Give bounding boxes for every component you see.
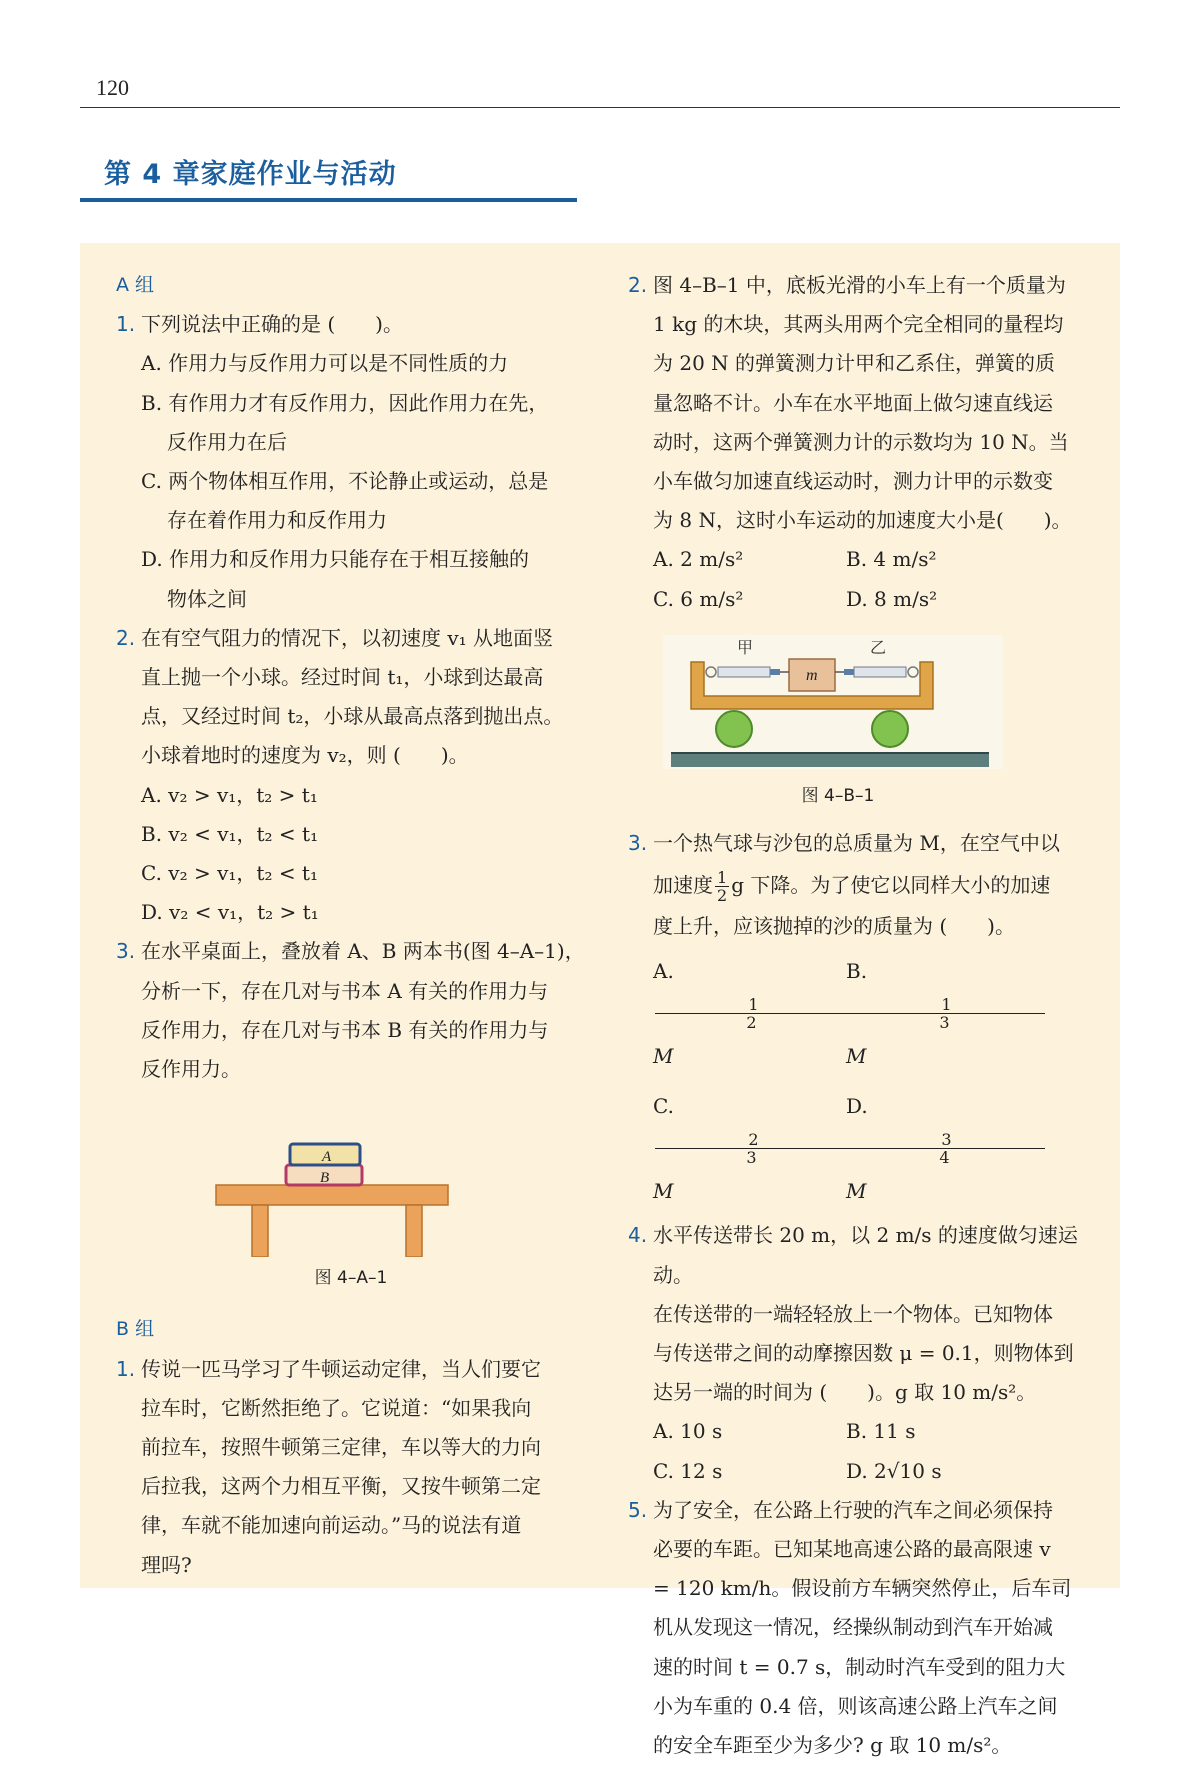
question-b1: [116, 1350, 586, 1585]
options-row: [628, 580, 1098, 619]
question-line: 小球着地时的速度为 v₂，则 ( )。: [141, 743, 469, 768]
fraction: [848, 996, 1041, 1031]
option-c: C. 12 s: [653, 1458, 723, 1483]
question-line: 小为车重的 0.4 倍，则该高速公路上汽车之间: [653, 1693, 1058, 1718]
question-text: 下列说法中正确的是 ( )。: [141, 312, 403, 337]
numerator: 1: [848, 996, 1045, 1014]
numerator: 2: [655, 1131, 852, 1149]
option-label: B.: [846, 959, 868, 984]
option-label: D.: [846, 1094, 868, 1119]
question-line: 动时，这两个弹簧测力计的示数均为 10 N。当: [653, 429, 1069, 454]
fraction: [715, 869, 729, 904]
question-line: 小车做匀加速直线运动时，测力计甲的示数变: [653, 469, 1053, 494]
variable: M: [653, 1044, 674, 1069]
spring-label-yi: 乙: [870, 637, 887, 657]
numerator: 1: [655, 996, 852, 1014]
book-a-label: A: [322, 1149, 332, 1166]
question-line: 图 4–B–1 中，底板光滑的小车上有一个质量为: [653, 273, 1066, 297]
denominator: 2: [746, 1013, 757, 1033]
question-line: 1 kg 的木块，其两头用两个完全相同的量程均: [653, 312, 1064, 337]
option-a: A. 2 m/s²: [653, 547, 744, 572]
figure-caption: 图 4–B–1: [801, 785, 875, 806]
question-a2: [116, 619, 586, 776]
option-d: D. 作用力和反作用力只能存在于相互接触的: [141, 547, 530, 572]
option-label: C.: [653, 1094, 674, 1119]
title-underline: [80, 198, 577, 202]
question-line: 为 20 N 的弹簧测力计甲和乙系住，弹簧的质: [653, 351, 1056, 376]
chapter-title: 第 4 章家庭作业与活动: [104, 159, 397, 190]
question-line: 达另一端的时间为 ( )。g 取 10 m/s²。: [653, 1380, 1037, 1405]
question-line: 理吗?: [141, 1552, 192, 1577]
question-line: 为了安全，在公路上行驶的汽车之间必须保持: [653, 1497, 1053, 1522]
text-segment: g 下降。为了使它以同样大小的加速: [731, 873, 1051, 898]
options-row: [628, 1452, 1098, 1491]
question-number: 1.: [116, 312, 136, 337]
question-b4: [628, 1216, 1098, 1412]
question-line: 反作用力。: [141, 1057, 241, 1082]
cart-spring-illustration: [628, 627, 1098, 777]
question-number: 3.: [116, 939, 136, 964]
question-line: 与传送带之间的动摩擦因数 μ = 0.1，则物体到: [653, 1341, 1074, 1366]
book-b-label: B: [320, 1170, 330, 1187]
question-line: 后拉我，这两个力相互平衡，又按牛顿第二定: [141, 1474, 541, 1499]
options-row: [628, 540, 1098, 579]
numerator: 1: [717, 868, 728, 888]
variable: M: [846, 1179, 867, 1204]
question-line: 速的时间 t = 0.7 s，制动时汽车受到的阻力大: [653, 1654, 1066, 1679]
question-line: 分析一下，存在几对与书本 A 有关的作用力与: [141, 978, 549, 1003]
figure-4-a-1: [116, 1107, 586, 1257]
question-line: 机从发现这一情况，经操纵制动到汽车开始减: [653, 1615, 1053, 1640]
figure-4-b-1: [628, 627, 1098, 777]
option-c: C. 两个物体相互作用，不论静止或运动，总是: [141, 469, 549, 494]
option-a: [653, 946, 846, 1081]
question-line: 传说一匹马学习了牛顿运动定律，当人们要它: [141, 1356, 541, 1381]
question-b5: [628, 1491, 1098, 1765]
option-b-cont: 反作用力在后: [167, 429, 287, 454]
right-column: [628, 266, 1098, 1765]
numerator: 3: [848, 1131, 1045, 1149]
option-b: B. 有作用力才有反作用力，因此作用力在先，: [141, 390, 549, 415]
question-b3: [628, 824, 1098, 946]
option-d: D. 2√10 s: [846, 1458, 942, 1483]
option-d-cont: 物体之间: [167, 586, 247, 611]
variable: M: [846, 1044, 867, 1069]
group-a-label: A 组: [116, 274, 155, 296]
question-line: 前拉车，按照牛顿第三定律，车以等大的力向: [141, 1435, 541, 1460]
question-number: 2.: [628, 273, 648, 297]
figure-caption: 图 4–A–1: [314, 1268, 388, 1289]
question-line: 水平传送带长 20 m，以 2 m/s 的速度做匀速运动。: [653, 1223, 1078, 1287]
question-line: 反作用力，存在几对与书本 B 有关的作用力与: [141, 1017, 549, 1042]
option-b: B. v₂ < v₁，t₂ < t₁: [141, 821, 319, 846]
options-row: [628, 1081, 1098, 1216]
question-line: = 120 km/h。假设前方车辆突然停止，后车司: [653, 1576, 1072, 1601]
question-b2: [628, 266, 1098, 540]
options-row: [628, 1412, 1098, 1451]
option-c: C. 6 m/s²: [653, 586, 744, 611]
option-d: D. 8 m/s²: [846, 586, 938, 611]
question-line: 律，车就不能加速向前运动。”马的说法有道: [141, 1513, 522, 1538]
books-on-table-illustration: [116, 1107, 586, 1257]
question-number: 5.: [628, 1497, 648, 1522]
header-rule: [80, 107, 1120, 108]
option-label: A.: [653, 959, 674, 984]
option-d: D. v₂ < v₁，t₂ > t₁: [141, 900, 319, 925]
question-line: 为 8 N，这时小车运动的加速度大小是( )。: [653, 508, 1072, 533]
question-line: 直上抛一个小球。经过时间 t₁，小球到达最高: [141, 665, 544, 690]
spring-label-jia: 甲: [737, 637, 754, 657]
variable: M: [653, 1179, 674, 1204]
question-line: 拉车时，它断然拒绝了。它说道：“如果我向: [141, 1395, 532, 1420]
block-label: m: [806, 666, 818, 684]
question-number: 3.: [628, 831, 648, 856]
options-row: [628, 946, 1098, 1081]
denominator: 3: [746, 1148, 757, 1168]
question-line: 度上升，应该抛掉的沙的质量为 ( )。: [653, 914, 1015, 939]
page-number: 120: [96, 75, 129, 100]
text-segment: 加速度: [653, 873, 713, 898]
option-a: A. v₂ > v₁，t₂ > t₁: [141, 782, 318, 807]
option-a: A. 作用力与反作用力可以是不同性质的力: [141, 351, 509, 376]
question-line: 在水平桌面上，叠放着 A、B 两本书(图 4–A–1)，: [141, 939, 585, 964]
question-line: 一个热气球与沙包的总质量为 M，在空气中以: [653, 831, 1060, 856]
fraction: [655, 996, 848, 1031]
question-number: 1.: [116, 1356, 136, 1381]
question-line-with-fraction: [653, 863, 1098, 907]
question-number: 4.: [628, 1223, 648, 1248]
option-c: [653, 1081, 846, 1216]
question-number: 2.: [116, 625, 136, 650]
option-a: A. 10 s: [653, 1419, 723, 1444]
option-b: [846, 946, 1039, 1081]
option-c: C. v₂ > v₁，t₂ < t₁: [141, 861, 318, 886]
option-c-cont: 存在着作用力和反作用力: [167, 508, 387, 533]
left-column: [116, 266, 586, 1585]
question-line: 点，又经过时间 t₂，小球从最高点落到抛出点。: [141, 704, 564, 729]
option-b: B. 11 s: [846, 1419, 916, 1444]
fraction: [848, 1131, 1041, 1166]
denominator: 4: [939, 1148, 950, 1168]
question-line: 必要的车距。已知某地高速公路的最高限速 v: [653, 1537, 1051, 1562]
question-line: 在有空气阻力的情况下，以初速度 v₁ 从地面竖: [141, 625, 554, 650]
fraction: [655, 1131, 848, 1166]
question-a3: [116, 932, 586, 1089]
option-b: B. 4 m/s²: [846, 547, 937, 572]
denominator: 3: [939, 1013, 950, 1033]
question-line: 量忽略不计。小车在水平地面上做匀速直线运: [653, 390, 1053, 415]
option-d: [846, 1081, 1039, 1216]
group-b-label: B 组: [116, 1318, 155, 1341]
question-a1: [116, 305, 586, 344]
question-line: 的安全车距至少为多少? g 取 10 m/s²。: [653, 1733, 1012, 1758]
question-line: 在传送带的一端轻轻放上一个物体。已知物体: [653, 1301, 1053, 1326]
denominator: 2: [717, 886, 728, 906]
